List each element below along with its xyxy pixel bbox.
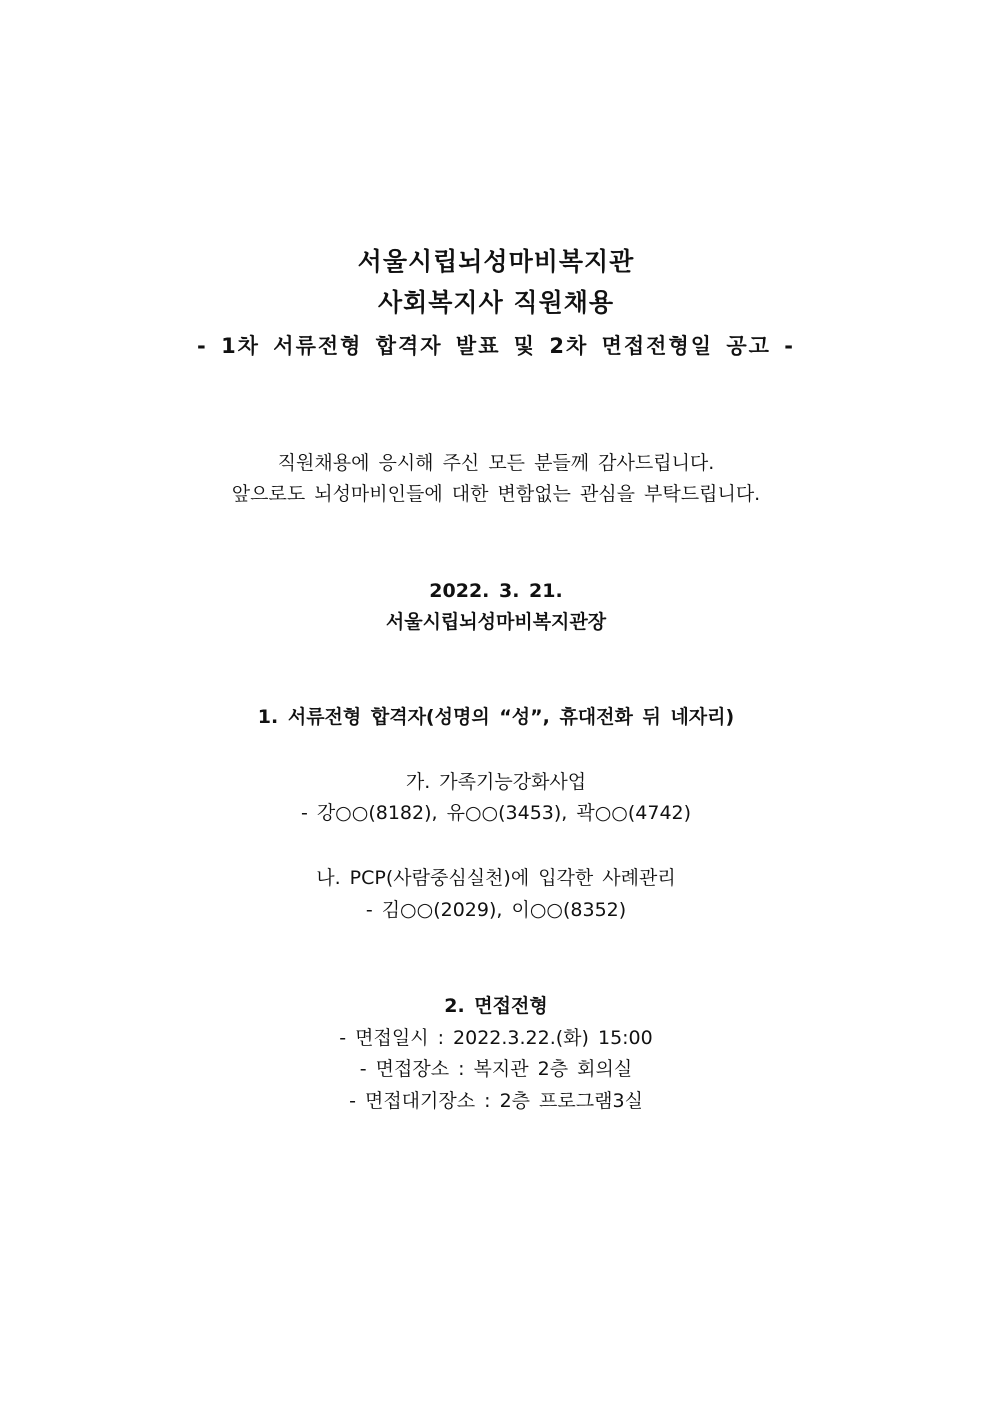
group-a-name: 가. 가족기능강화사업 (405, 771, 587, 793)
title-line-2: 사회복지사 직원채용 (377, 288, 615, 317)
greeting-line-1: 직원채용에 응시해 주신 모든 분들께 감사드립니다. (277, 452, 715, 474)
interview-datetime: - 면접일시 : 2022.3.22.(화) 15:00 (339, 1027, 653, 1049)
interview-waiting-room: - 면접대기장소 : 2층 프로그램3실 (349, 1090, 643, 1112)
interview-location: - 면접장소 : 복지관 2층 회의실 (359, 1058, 633, 1080)
group-b-name: 나. PCP(사람중심실천)에 입각한 사례관리 (316, 867, 676, 889)
section-2-heading: 2. 면접전형 (444, 995, 548, 1017)
greeting-line-2: 앞으로도 뇌성마비인들에 대한 변함없는 관심을 부탁드립니다. (231, 483, 761, 505)
subtitle: - 1차 서류전형 합격자 발표 및 2차 면접전형일 공고 - (197, 334, 795, 358)
group-a-applicants: - 강○○(8182), 유○○(3453), 곽○○(4742) (300, 802, 692, 824)
issuer-name: 서울시립뇌성마비복지관장 (385, 611, 607, 633)
group-b-applicants: - 김○○(2029), 이○○(8352) (365, 899, 627, 921)
title-line-1: 서울시립뇌성마비복지관 (357, 247, 635, 276)
notice-date: 2022. 3. 21. (429, 580, 563, 602)
section-1-heading: 1. 서류전형 합격자(성명의 “성”, 휴대전화 뒤 네자리) (257, 706, 735, 728)
